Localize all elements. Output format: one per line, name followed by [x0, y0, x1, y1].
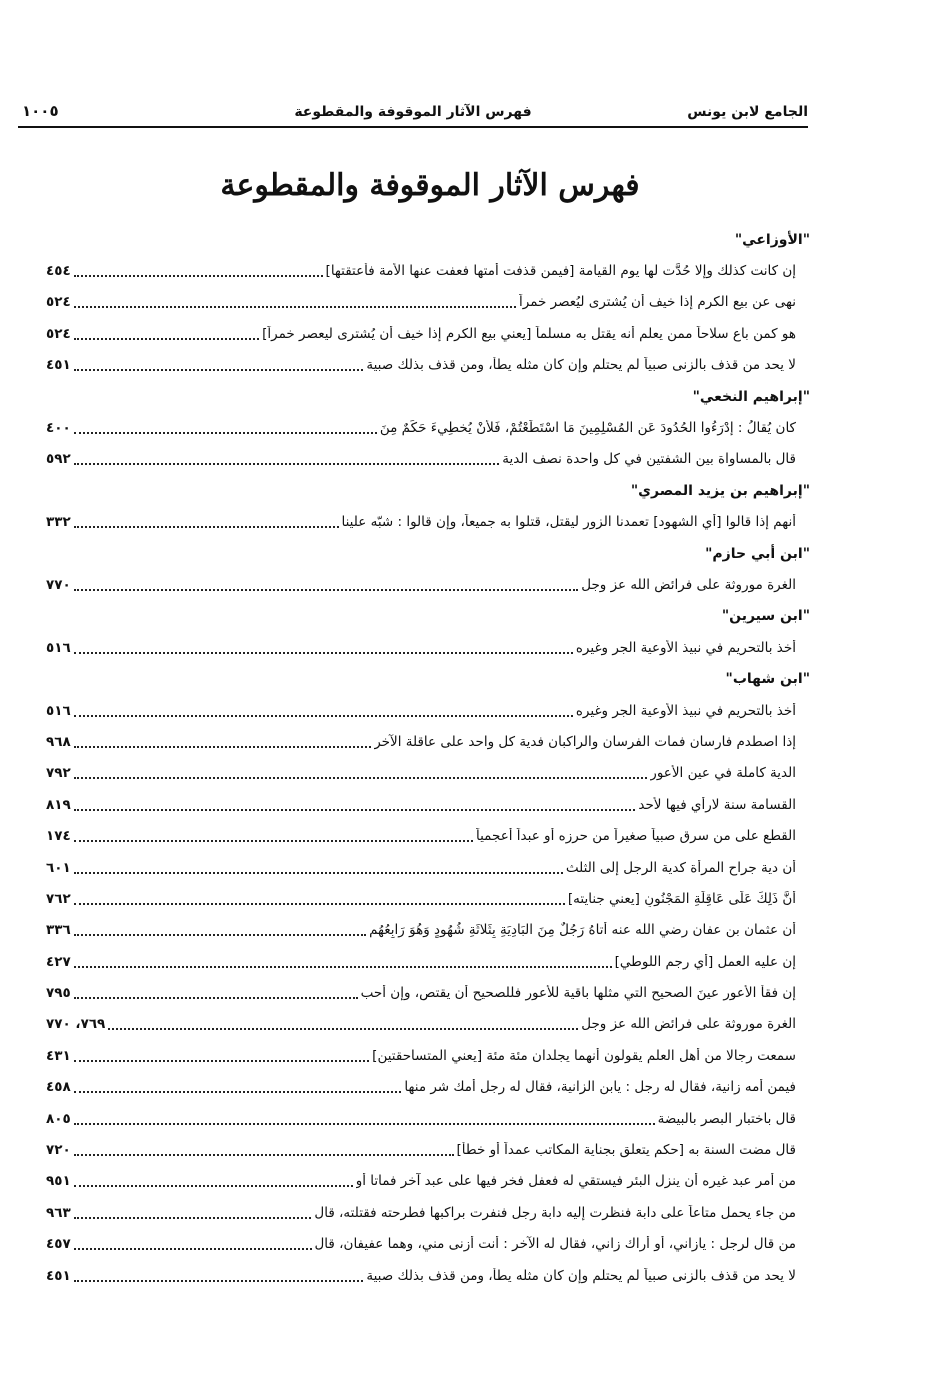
index-entry-page-number: ٤٠٠: [46, 420, 71, 437]
index-entry-text: الغرة موروثة على فرائض الله عز وجل: [581, 576, 796, 593]
index-entry-text: هو كمن باع سلاحاً ممن يعلم أنه يقتل به مسلماً [يعني بيع الكرم إذا خيف أن يُشترى ليعصر خمراً]: [262, 325, 796, 342]
index-entry: [46, 444, 810, 475]
index-entry: [46, 789, 810, 820]
index-entry: [46, 1134, 810, 1165]
index-entry-text: نهى عن بيع الكرم إذا خيف أن يُشترى ليُعصر خمراً: [519, 294, 796, 311]
index-entry-text: إن فقأ الأعور عينَ الصحيح التي مثلها باقية للأعور فللصحيح أن يقتص، وإن أحب: [360, 985, 796, 1002]
index-entry-text: إن عليه العمل [أي رجم اللوطي]: [614, 953, 796, 970]
dotted-leader: [74, 1217, 312, 1219]
index-section-heading: "الأوزاعي": [734, 231, 810, 248]
index-entry: [46, 412, 810, 443]
index-entry-page-number: ٩٥١: [46, 1173, 71, 1190]
index-section-heading: "ابن سيرين": [721, 608, 810, 625]
dotted-leader: [74, 934, 366, 936]
index-entry: [46, 883, 810, 914]
index-entry-text: الغرة موروثة على فرائض الله عز وجل: [581, 1016, 796, 1033]
dotted-leader: [74, 589, 578, 591]
index-entry-page-number: ٤٥٧: [46, 1236, 71, 1253]
dotted-leader: [74, 1123, 655, 1125]
index-list: [46, 224, 810, 1291]
index-entry-page-number: ٩٦٣: [46, 1204, 71, 1221]
dotted-leader: [74, 966, 612, 968]
index-entry: [46, 946, 810, 977]
dotted-leader: [74, 903, 565, 905]
index-entry-page-number: ٨٠٥: [46, 1110, 71, 1127]
index-entry-text: إن كانت كذلك وإلا حُدَّت لها يوم القيامة [فيمن قذفت أمتها فعفت عنها الأمة فأعتقتها]: [325, 263, 796, 280]
index-entry-page-number: ٥٢٤: [46, 325, 71, 342]
dotted-leader: [108, 1028, 578, 1030]
index-entry-page-number: ٩٦٨: [46, 733, 71, 750]
index-entry: [46, 820, 810, 851]
index-section-heading: "ابن أبي حازم": [705, 545, 810, 562]
index-entry-page-number: ٥٢٤: [46, 294, 71, 311]
dotted-leader: [74, 369, 364, 371]
index-entry-page-number: ٨١٩: [46, 796, 71, 813]
index-entry: [46, 726, 810, 757]
index-entry: [46, 1166, 810, 1197]
index-entry-text: سمعت رجالا من أهل العلم يقولون أنهما يجلدان مئة مئة [يعني المتساحقتين]: [372, 1047, 796, 1064]
index-entry: [46, 695, 810, 726]
index-entry: [46, 1103, 810, 1134]
running-head-section-title: فهرس الآثار الموقوفة والمقطوعة: [294, 104, 532, 120]
index-section-heading: "إبراهيم النخعي": [692, 388, 810, 405]
index-entry: [46, 977, 810, 1008]
index-entry-text: القطع على من سرق صبياً صغيراً من حرزه أو عبداً أعجمياً: [476, 828, 796, 845]
index-entry-text: أن عثمان بن عفان رضي الله عنه أَتاهُ رَجُلٌ مِنَ البَادِيَةِ بِثَلاثَةِ شُهُودٍ وَهُوَ رَابِعُهُم: [369, 922, 796, 939]
running-head: [18, 100, 808, 128]
index-section-heading: "ابن شهاب": [725, 671, 810, 688]
dotted-leader: [74, 1248, 312, 1250]
index-section-heading: "إبراهيم بن يزيد المصري": [630, 482, 810, 499]
index-entry-page-number: ٤٢٧: [46, 953, 71, 970]
index-entry-text: الدية كاملة في عين الأعور: [650, 765, 796, 782]
index-entry-page-number: ٧٦٢: [46, 890, 71, 907]
dotted-leader: [74, 306, 516, 308]
dotted-leader: [74, 746, 371, 748]
index-entry-text: لا يحد من قذف بالزنى صبياً لم يحتلم وإن كان مثله يطأ، ومن قذف بذلك صبية: [366, 357, 796, 374]
index-entry-text: من قال لرجل : يازاني، أو أراك زاني، فقال له الآخر : أنت أزنى مني، وهما عفيفان، قال: [314, 1236, 796, 1253]
index-entry: [46, 1009, 810, 1040]
index-entry-text: أخذ بالتحريم في نبيذ الأوعية الجر وغيره: [575, 639, 796, 656]
index-entry-text: قال بالمساواة بين الشفتين في كل واحدة نصف الدية: [502, 451, 796, 468]
index-entry: [46, 1040, 810, 1071]
index-entry: [46, 287, 810, 318]
index-entry-page-number: ٥١٦: [46, 702, 71, 719]
dotted-leader: [74, 275, 323, 277]
dotted-leader: [74, 463, 499, 465]
index-entry-text: أنَّ ذَلِكَ عَلَى عَاقِلَةِ المَجْنُونِ [يعني جنايته]: [567, 890, 796, 907]
dotted-leader: [74, 872, 563, 874]
index-entry-page-number: ٧٩٢: [46, 765, 71, 782]
index-entry: [46, 915, 810, 946]
index-entry: [46, 350, 810, 381]
index-entry: [46, 1197, 810, 1228]
index-entry-page-number: ٤٣١: [46, 1047, 71, 1064]
dotted-leader: [74, 338, 259, 340]
index-entry: [46, 632, 810, 663]
page-number: ١٠٠٥: [22, 102, 59, 120]
dotted-leader: [74, 526, 339, 528]
index-entry-text: إذا اصطدم فارسان فمات الفرسان والراكبان فدية كل واحد على عاقلة الآخر: [374, 733, 796, 750]
index-entry-page-number: ٥٩٢: [46, 451, 71, 468]
index-entry-page-number: ٣٣٦: [46, 922, 71, 939]
index-entry: [46, 507, 810, 538]
dotted-leader: [74, 809, 636, 811]
dotted-leader: [74, 840, 473, 842]
index-entry-text: قال باختبار البصر بالبيضة: [657, 1110, 796, 1127]
index-entry: [46, 318, 810, 349]
index-entry: [46, 569, 810, 600]
index-entry-page-number: ٥١٦: [46, 639, 71, 656]
index-entry-text: القسامة سنة لارأي فيها لأحد: [638, 796, 796, 813]
dotted-leader: [74, 997, 358, 999]
dotted-leader: [74, 432, 377, 434]
index-entry-page-number: ١٧٤: [46, 828, 71, 845]
index-entry-text: لا يحد من قذف بالزنى صبياً لم يحتلم وإن كان مثله يطأ، ومن قذف بذلك صبية: [366, 1267, 796, 1284]
running-head-book-title: الجامع لابن يونس: [687, 104, 808, 120]
index-entry-page-number: ٧٧٠: [46, 576, 71, 593]
index-entry-page-number: ٦٠١: [46, 859, 71, 876]
dotted-leader: [74, 1060, 369, 1062]
index-entry-page-number: ٤٥١: [46, 1267, 71, 1284]
index-entry: [46, 1229, 810, 1260]
index-entry-text: قال مضت السنة به [حكم يتعلق بجناية المكاتب عمداً أو خطأً]: [456, 1142, 796, 1159]
index-entry-page-number: ٣٣٢: [46, 514, 71, 531]
index-entry-text: من جاء يحمل متاعاً على دابة فنظرت إليه دابة رجل فنفرت براكبها فطرحته فقتلته، قال: [314, 1204, 796, 1221]
index-entry-page-number: ٧٢٠: [46, 1142, 71, 1159]
dotted-leader: [74, 652, 573, 654]
index-entry-text: أنهم إذا قالوا [أي الشهود] تعمدنا الزور ليقتل، قتلوا به جميعاً، وإن قالوا : شبّه علينا: [341, 514, 796, 531]
index-entry-page-number: ٧٩٥: [46, 985, 71, 1002]
index-entry-page-number: ٤٥١: [46, 357, 71, 374]
dotted-leader: [74, 1280, 364, 1282]
dotted-leader: [74, 715, 573, 717]
index-entry: [46, 1072, 810, 1103]
dotted-leader: [74, 777, 648, 779]
index-entry-text: أخذ بالتحريم في نبيذ الأوعية الجر وغيره: [575, 702, 796, 719]
index-entry-page-number: ٤٥٤: [46, 263, 71, 280]
dotted-leader: [74, 1091, 402, 1093]
dotted-leader: [74, 1154, 454, 1156]
dotted-leader: [74, 1185, 353, 1187]
index-entry-text: أن دية جراح المرأة كدية الرجل إلى الثلث: [565, 859, 796, 876]
index-entry-page-number: ٧٦٩، ٧٧٠: [46, 1016, 106, 1033]
index-entry-text: فيمن أمه زانية، فقال له رجل : يابن الزانية، فقال له رجل أمك شر منها: [404, 1079, 796, 1096]
index-entry: [46, 255, 810, 286]
page-title: فهرس الآثار الموقوفة والمقطوعة: [220, 168, 640, 203]
index-entry: [46, 852, 810, 883]
index-entry-page-number: ٤٥٨: [46, 1079, 71, 1096]
index-entry-text: من أمر عبد غيره أن ينزل البئر فيستقي له فعفل فخر فيها على عبد آخر فماتا أو: [355, 1173, 796, 1190]
index-entry: [46, 1260, 810, 1291]
index-entry: [46, 758, 810, 789]
index-entry-text: كان يُقالُ : إدْرَءُوا الحُدُودَ عَنِ المُسْلِمِينَ مَا اسْتَطَعْتُمْ، فَلأَنْ يُخطِيءَ حَكَمٌ مِنَ: [379, 420, 796, 437]
